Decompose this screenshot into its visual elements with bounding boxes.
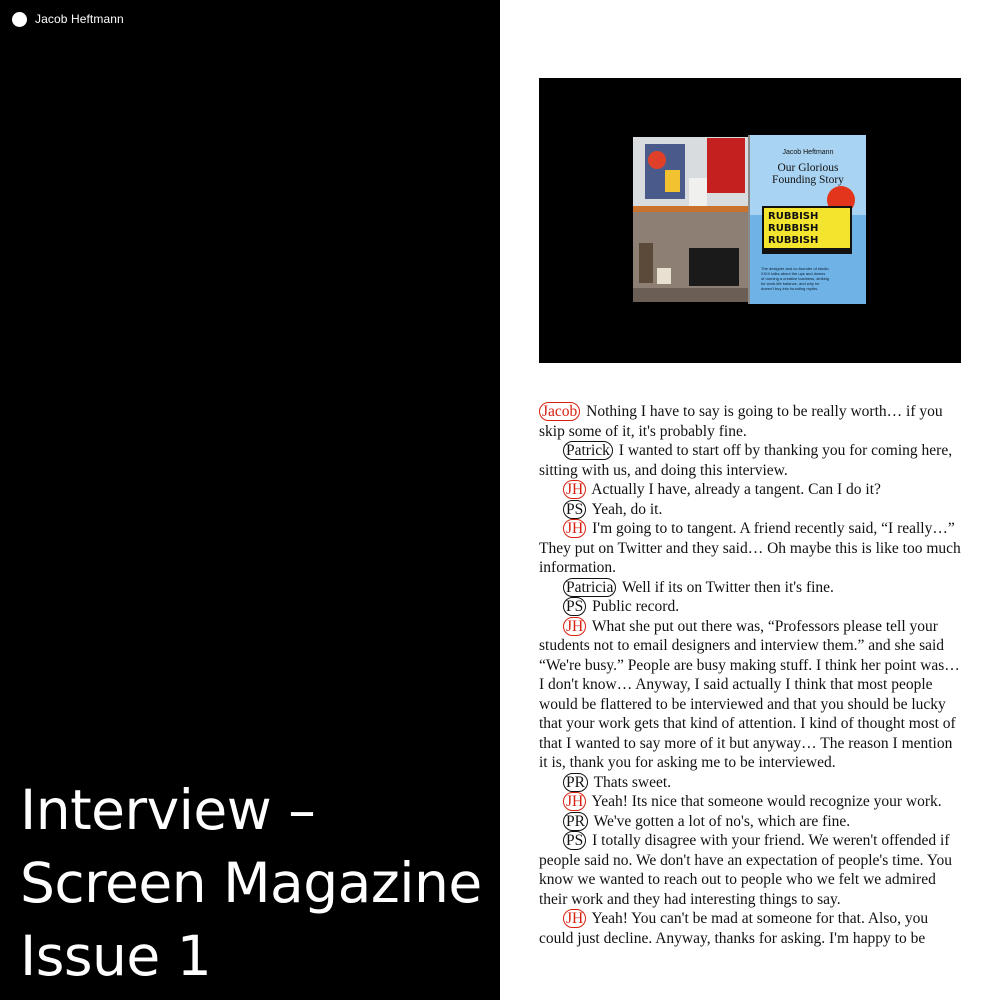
cover-blurb-2: XXIX talks about the ups and downs: [761, 271, 826, 276]
speaker-tag: PS: [563, 597, 586, 616]
page-title-line-1: Interview –: [20, 778, 316, 842]
transcript-paragraph: [539, 773, 963, 793]
speaker-tag: PR: [563, 773, 588, 792]
cover-blurb-4: for work-life balance, and why he: [761, 281, 820, 286]
transcript-paragraph: [539, 578, 963, 598]
speaker-tag: Patrick: [563, 441, 613, 460]
transcript-text: I totally disagree with your friend. We weren't offended if people said no. We don't have an expectation of people's time. You know we wanted to reach out to people who we felt we admired their work and they had interesting things to say.: [539, 832, 952, 908]
speaker-tag: JH: [563, 519, 586, 538]
cover-blurb-3: of running a creative business, striking: [761, 276, 830, 281]
speaker-tag: PS: [563, 831, 586, 850]
transcript-paragraph: [539, 792, 963, 812]
transcript-text: We've gotten a lot of no's, which are fine.: [593, 812, 851, 830]
transcript-paragraph: [539, 441, 963, 480]
speaker-tag: Patricia: [563, 578, 616, 597]
page-title-line-2: Screen Magazine: [20, 851, 482, 915]
magazine-photo: [539, 78, 961, 363]
circle-dot-icon: [12, 12, 27, 27]
transcript-paragraph: [539, 519, 963, 578]
brand-link[interactable]: [12, 11, 124, 27]
transcript-paragraph: [539, 480, 963, 500]
magazine-spread-image: [539, 78, 961, 363]
page-title-line-3: Issue 1: [20, 924, 212, 988]
cover-blurb-5: doesn't buy into founding myths.: [761, 286, 819, 291]
transcript-text: Actually I have, already a tangent. Can I do it?: [591, 481, 881, 498]
speaker-tag: PR: [563, 812, 588, 831]
cover-author: Jacob Heftmann: [782, 149, 834, 156]
poster-word-3: RUBBISH: [768, 235, 819, 246]
cover-blurb-1: The designer and co-founder of studio: [761, 266, 829, 271]
page-title: [20, 774, 490, 993]
transcript-paragraph: [539, 597, 963, 617]
transcript-text: Thats sweet.: [593, 773, 672, 791]
transcript-text: I'm going to to tangent. A friend recently said, “I really…” They put on Twitter and they said… Oh maybe this is like too much information.: [539, 520, 961, 576]
transcript-paragraph: [539, 909, 963, 948]
interview-transcript: [539, 402, 963, 948]
speaker-tag: JH: [563, 480, 586, 499]
speaker-tag: JH: [563, 617, 586, 636]
cover-title-2: Founding Story: [772, 174, 844, 186]
transcript-text: Nothing I have to say is going to be really worth… if you skip some of it, it's probably fine.: [539, 403, 943, 440]
brand-name: Jacob Heftmann: [35, 12, 124, 26]
speaker-tag: JH: [563, 909, 586, 928]
poster-word-1: RUBBISH: [768, 211, 819, 222]
poster-word-2: RUBBISH: [768, 223, 819, 234]
speaker-tag: JH: [563, 792, 586, 811]
transcript-text: Yeah, do it.: [591, 500, 663, 518]
transcript-text: Yeah! You can't be mad at someone for that. Also, you could just decline. Anyway, thanks for asking. I'm happy to be: [539, 910, 929, 947]
transcript-text: What she put out there was, “Professors please tell your students not to email designers and interview them.” and she said “We're busy.” People are busy making stuff. I think her point was… I don't know… Anyway, I said actually I think that most people would be flattered to be interviewed and that you should be lucky that your work gets that kind of attention. I kind of thought most of that I wanted to say more of it but anyway… The reason I mention it is, thank you for asking me to be interviewed.: [539, 617, 960, 771]
transcript-paragraph: [539, 831, 963, 909]
transcript-paragraph: [539, 812, 963, 832]
transcript-paragraph: [539, 617, 963, 773]
transcript-text: Yeah! Its nice that someone would recognize your work.: [591, 793, 942, 810]
content-column: [500, 0, 1000, 1000]
transcript-text: I wanted to start off by thanking you for coming here, sitting with us, and doing this interview.: [539, 442, 953, 479]
transcript-text: Public record.: [592, 598, 680, 615]
transcript-paragraph: [539, 402, 963, 441]
speaker-tag: PS: [563, 500, 586, 519]
transcript-text: Well if its on Twitter then it's fine.: [621, 578, 834, 596]
cover-title-1: Our Glorious: [777, 162, 839, 174]
speaker-tag: Jacob: [539, 402, 580, 421]
transcript-paragraph: [539, 500, 963, 520]
